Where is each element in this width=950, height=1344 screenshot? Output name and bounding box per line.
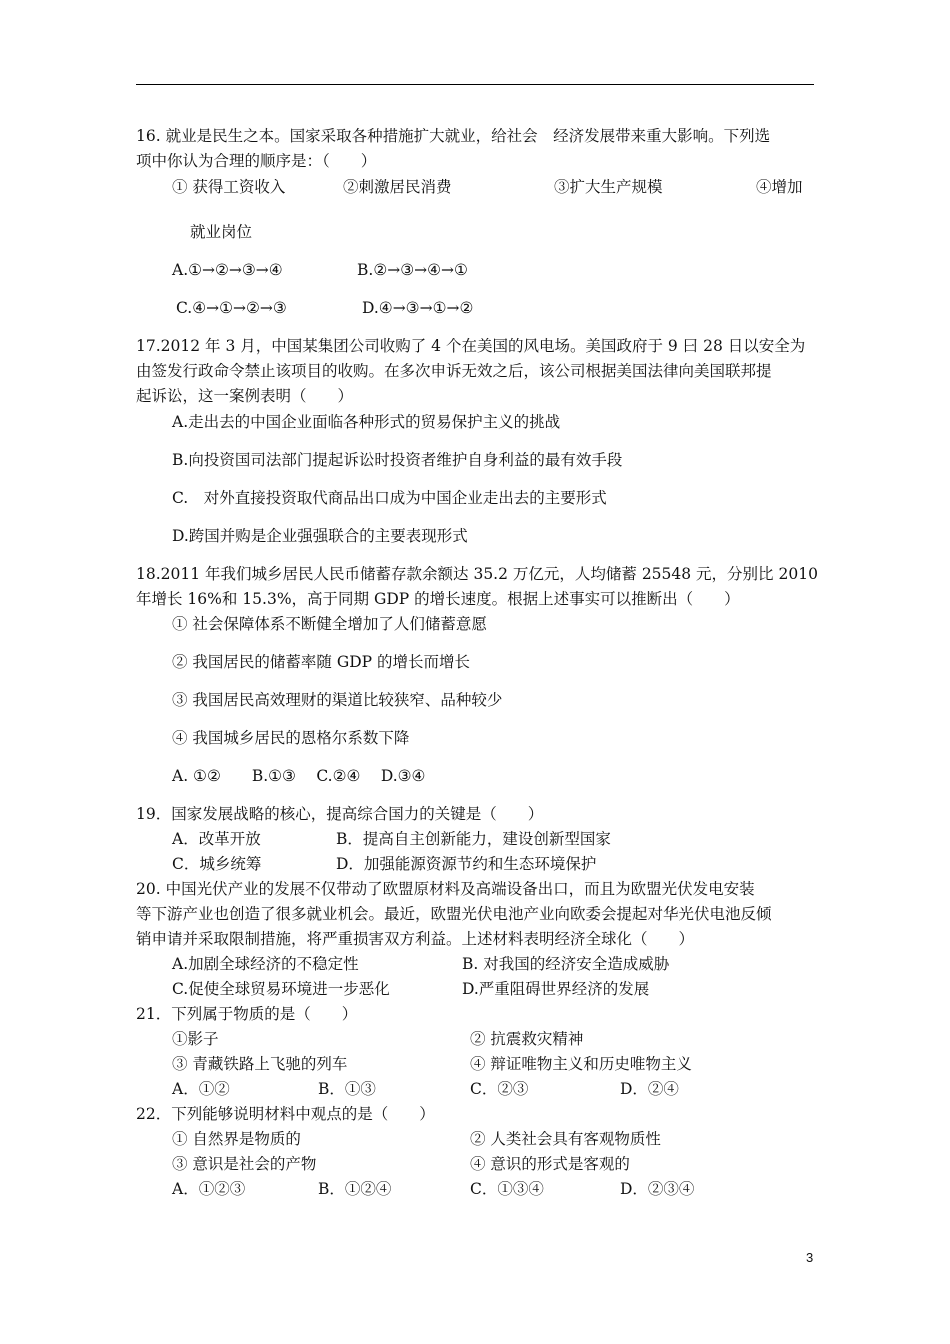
q20-option-b: B. 对我国的经济安全造成威胁 [462,955,670,973]
q20-option-c: C.促使全球贸易环境进一步恶化 [172,980,390,998]
q22-option-a: A．①②③ [172,1180,246,1198]
q17-stem-line1: 17.2012 年 3 月，中国某集团公司收购了 4 个在美国的风电场。美国政府于 9 曰 28 日以安全为 [136,337,806,355]
q16-stem-line2: 项中你认为合理的顺序是：（ ） [136,152,377,170]
q22-option-b: B．①②④ [318,1180,392,1198]
q16-option-c: C.④→①→②→③ [176,299,287,317]
q21-item-1: ①影子 [172,1030,219,1048]
q16-item-4a: ④增加 [756,178,803,196]
q21-item-4: ④ 辩证唯物主义和历史唯物主义 [470,1055,692,1073]
q21-item-3: ③ 青藏铁路上飞驰的列车 [172,1055,348,1073]
q17-option-b: B.向投资国司法部门提起诉讼时投资者维护自身利益的最有效手段 [172,451,623,469]
q18-stem-line2: 年增长 16%和 15.3%，高于同期 GDP 的增长速度。根据上述事实可以推断出（ ） [136,590,740,608]
q21-stem: 21．下列属于物质的是（ ） [136,1005,358,1023]
q22-option-d: D．②③④ [620,1180,695,1198]
q16-option-a: A.①→②→③→④ [172,261,283,279]
q19-stem: 19．国家发展战略的核心，提高综合国力的关键是（ ） [136,805,544,823]
q18-item-1: ① 社会保障体系不断健全增加了人们储蓄意愿 [172,615,487,633]
q16-option-b: B.②→③→④→① [357,261,468,279]
q16-stem-line1: 16. 就业是民生之本。国家采取各种措施扩大就业，给社会 经济发展带来重大影响。下列选 [136,127,771,145]
q17-option-d: D.跨国并购是企业强强联合的主要表现形式 [172,527,468,545]
q20-stem-line2: 等下游产业也创造了很多就业机会。最近，欧盟光伏电池产业向欧委会提起对华光伏电池反倾 [136,905,772,923]
q16-item-2: ②刺激居民消费 [343,178,452,196]
q20-stem-line1: 20. 中国光伏产业的发展不仅带动了欧盟原材料及高端设备出口，而且为欧盟光伏发电安装 [136,880,755,898]
q16-item-1: ① 获得工资收入 [172,178,286,196]
q19-option-a: A．改革开放 [172,830,261,848]
page-number: 3 [806,1250,814,1265]
q19-option-b: B．提高自主创新能力，建设创新型国家 [336,830,611,848]
q17-stem-line2: 由签发行政命令禁止该项目的收购。在多次申诉无效之后，该公司根据美国法律向美国联邦提 [136,362,772,380]
q19-option-d: D．加强能源资源节约和生态环境保护 [336,855,597,873]
q22-item-3: ③ 意识是社会的产物 [172,1155,317,1173]
q21-option-a: A．①② [172,1080,230,1098]
q20-stem-line3: 销申请并采取限制措施，将严重损害双方利益。上述材料表明经济全球化（ ） [136,930,695,948]
q17-option-c: C. 对外直接投资取代商品出口成为中国企业走出去的主要形式 [172,489,607,507]
q18-options: A. ①② B.①③ C.②④ D.③④ [172,767,426,785]
q16-item-3: ③扩大生产规模 [554,178,663,196]
q20-option-d: D.严重阻碍世界经济的发展 [462,980,650,998]
q17-stem-line3: 起诉讼，这一案例表明（ ） [136,387,354,405]
q22-item-4: ④ 意识的形式是客观的 [470,1155,630,1173]
q21-option-d: D．②④ [620,1080,679,1098]
q18-item-3: ③ 我国居民高效理财的渠道比较狭窄、品种较少 [172,691,503,709]
q22-option-c: C．①③④ [470,1180,544,1198]
q21-option-b: B．①③ [318,1080,376,1098]
q16-option-d: D.④→③→①→② [362,299,474,317]
q22-stem: 22．下列能够说明材料中观点的是（ ） [136,1105,435,1123]
q16-item-4b: 就业岗位 [190,223,253,241]
q22-item-1: ① 自然界是物质的 [172,1130,301,1148]
q17-option-a: A.走出去的中国企业面临各种形式的贸易保护主义的挑战 [172,413,561,431]
q21-item-2: ② 抗震救灾精神 [470,1030,584,1048]
q21-option-c: C．②③ [470,1080,529,1098]
q18-item-2: ② 我国居民的储蓄率随 GDP 的增长而增长 [172,653,471,671]
q18-item-4: ④ 我国城乡居民的恩格尔系数下降 [172,729,410,747]
q19-option-c: C．城乡统筹 [172,855,262,873]
q22-item-2: ② 人类社会具有客观物质性 [470,1130,661,1148]
q18-stem-line1: 18.2011 年我们城乡居民人民币储蓄存款余额达 35.2 万亿元，人均储蓄 25548 元，分别比 2010 [136,565,818,583]
q20-option-a: A.加剧全球经济的不稳定性 [172,955,359,973]
header-rule [136,84,814,85]
